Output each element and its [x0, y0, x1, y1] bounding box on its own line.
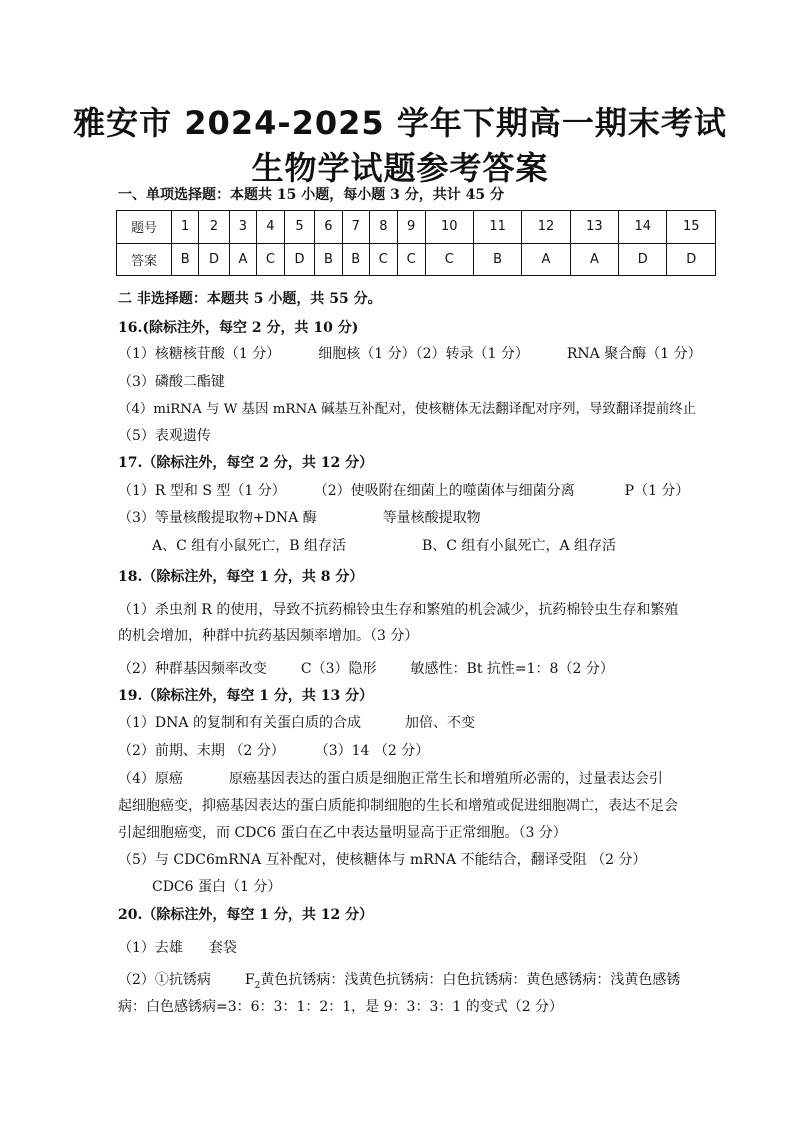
- q20-answer-3: （2）①抗锈病: [118, 972, 211, 988]
- q17-answer-2: （2）使吸附在细菌上的噬菌体与细菌分离: [313, 483, 575, 499]
- table-cell: 11: [473, 211, 521, 244]
- q20-line-3: 病：白色感锈病=3：6：3：1：2：1，是 9：3：3：1 的变式（2 分）: [118, 999, 564, 1015]
- q17-line-2: [118, 507, 481, 527]
- table-cell: 9: [397, 211, 425, 244]
- table-cell: 8: [369, 211, 397, 244]
- section-1-heading: 一、单项选择题：本题共 15 小题，每小题 3 分，共计 45 分: [118, 187, 504, 203]
- q20-answer-1: （1）去雄: [118, 940, 183, 956]
- q17-line-3: [152, 535, 616, 555]
- q16-line-1: [118, 343, 702, 363]
- row-label-number: 题号: [117, 211, 172, 244]
- q16-line-4: （5）表观遗传: [118, 428, 211, 444]
- q19-line-3: [118, 768, 663, 788]
- q18-line-2: 的机会增加，种群中抗药基因频率增加。（3 分）: [118, 628, 419, 644]
- q17-answer-7: B、C 组有小鼠死亡，A 组存活: [422, 538, 617, 554]
- q19-line-7: CDC6 蛋白（1 分）: [152, 879, 282, 895]
- question-number-row: [117, 211, 716, 244]
- q19-line-2: [118, 740, 429, 760]
- q18-line-3: [118, 658, 614, 678]
- q16-line-3: （4）miRNA 与 W 基因 mRNA 碱基互补配对，使核糖体无法翻译配对序列，导致翻译提前终止: [118, 402, 697, 417]
- q16-answer-1: （1）核糖核苷酸（1 分）: [118, 346, 281, 362]
- q20-answer-4: 黄色抗锈病：浅黄色抗锈病：白色抗锈病：黄色感锈病：浅黄色感锈: [260, 972, 681, 988]
- table-cell: D: [619, 243, 667, 276]
- q18-line-1: （1）杀虫剂 R 的使用，导致不抗药棉铃虫生存和繁殖的机会减少，抗药棉铃虫生存和繁殖: [118, 602, 679, 618]
- table-cell: 4: [257, 211, 285, 244]
- table-cell: 7: [342, 211, 369, 244]
- q18-answer-2: C（3）隐形: [300, 661, 377, 677]
- q18-answer-3: 敏感性：Bt 抗性=1：8（2 分）: [410, 661, 614, 677]
- q19-answer-2: 加倍、不变: [404, 715, 475, 731]
- q19-line-6: （5）与 CDC6mRNA 互补配对，使核糖体与 mRNA 不能结合，翻译受阻 （2 分）: [118, 852, 647, 868]
- row-label-answer: 答案: [117, 243, 172, 276]
- table-cell: D: [667, 243, 716, 276]
- q16-answer-3: RNA 聚合酶（1 分）: [566, 346, 702, 362]
- q19-line-5: 引起细胞癌变，而 CDC6 蛋白在乙中表达量明显高于正常细胞。（3 分）: [118, 825, 567, 841]
- q19-line-1: [118, 712, 475, 732]
- table-cell: D: [199, 243, 229, 276]
- q19-answer-4: （3）14 （2 分）: [314, 743, 430, 759]
- table-cell: D: [284, 243, 314, 276]
- table-cell: 1: [172, 211, 199, 244]
- q17-answer-5: 等量核酸提取物: [382, 510, 481, 526]
- table-cell: B: [315, 243, 342, 276]
- q19-answer-3: （2）前期、末期 （2 分）: [118, 743, 285, 759]
- q20-answer-2: 套袋: [208, 940, 237, 956]
- q20-heading: 20.（除标注外，每空 1 分，共 12 分）: [118, 907, 374, 923]
- exam-title: 雅安市 2024-2025 学年下期高一期末考试: [73, 104, 727, 142]
- table-cell: A: [570, 243, 618, 276]
- q17-line-1: [118, 480, 689, 500]
- table-cell: 5: [284, 211, 314, 244]
- answer-key-title: 生物学试题参考答案: [251, 149, 549, 187]
- q19-answer-5: （4）原癌: [118, 771, 183, 787]
- q19-answer-1: （1）DNA 的复制和有关蛋白质的合成: [118, 715, 361, 731]
- table-cell: 12: [522, 211, 570, 244]
- table-cell: 13: [570, 211, 618, 244]
- q20-line-2: [118, 969, 680, 991]
- table-cell: B: [473, 243, 521, 276]
- q20-f2-subscript: 2: [254, 980, 261, 991]
- table-cell: A: [229, 243, 256, 276]
- q20-f2-label: F: [244, 972, 255, 988]
- q17-answer-3: P（1 分）: [624, 483, 690, 499]
- q16-answer-2: 细胞核（1 分）（2）转录（1 分）: [318, 346, 529, 362]
- q19-line-4: 起细胞癌变，抑癌基因表达的蛋白质能抑制细胞的生长和增殖或促进细胞凋亡，表达不足会: [118, 798, 678, 814]
- table-cell: 14: [619, 211, 667, 244]
- table-cell: 2: [199, 211, 229, 244]
- section-2-heading: 二 非选择题：本题共 5 小题，共 55 分。: [118, 291, 382, 307]
- table-cell: 6: [315, 211, 342, 244]
- table-cell: 10: [425, 211, 473, 244]
- table-cell: 3: [229, 211, 256, 244]
- answer-row: [117, 243, 716, 276]
- q16-heading: 16.(除标注外，每空 2 分，共 10 分): [118, 320, 359, 336]
- table-cell: B: [172, 243, 199, 276]
- q19-heading: 19.（除标注外，每空 1 分，共 13 分）: [118, 688, 374, 704]
- q19-answer-6: 原癌基因表达的蛋白质是细胞正常生长和增殖所必需的，过量表达会引: [228, 771, 663, 787]
- table-cell: B: [342, 243, 369, 276]
- table-cell: C: [369, 243, 397, 276]
- table-cell: C: [397, 243, 425, 276]
- table-cell: C: [257, 243, 285, 276]
- table-cell: C: [425, 243, 473, 276]
- table-cell: A: [522, 243, 570, 276]
- q18-answer-1: （2）种群基因频率改变: [118, 661, 267, 677]
- q18-heading: 18.（除标注外，每空 1 分，共 8 分）: [118, 569, 364, 585]
- q17-answer-6: A、C 组有小鼠死亡，B 组存活: [152, 538, 347, 554]
- q16-line-2: （3）磷酸二酯键: [118, 374, 225, 390]
- q17-heading: 17.（除标注外，每空 2 分，共 12 分）: [118, 455, 374, 471]
- answer-table: [116, 210, 716, 276]
- q20-line-1: [118, 937, 237, 957]
- q17-answer-1: （1）R 型和 S 型（1 分）: [118, 483, 286, 499]
- table-cell: 15: [667, 211, 716, 244]
- q17-answer-4: （3）等量核酸提取物+DNA 酶: [118, 510, 317, 526]
